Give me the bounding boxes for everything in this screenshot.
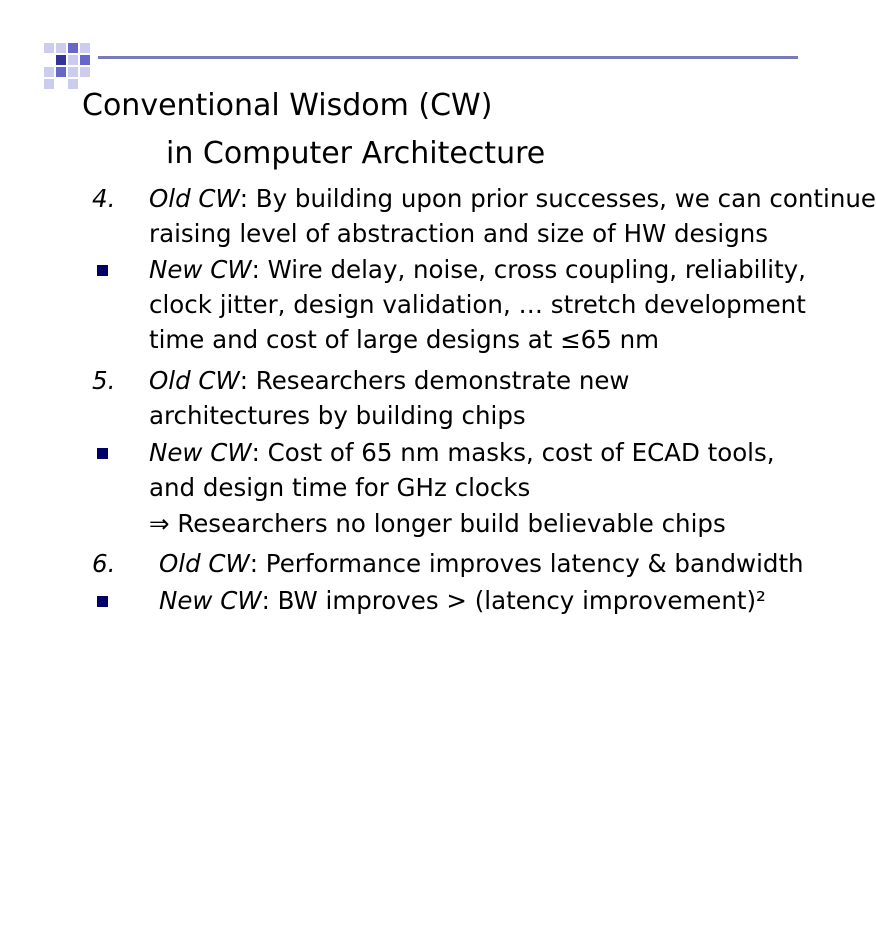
item-5-line-1: [149, 366, 629, 396]
slide-title-line-2: in Computer Architecture: [166, 136, 546, 171]
list-marker-4: 4.: [92, 184, 116, 213]
slide-title-line-1: Conventional Wisdom (CW): [82, 88, 493, 123]
item-6-new-label: New CW: [159, 586, 262, 615]
list-marker-6: 6.: [92, 549, 116, 578]
item-4-new-text-1: : Wire delay, noise, cross coupling, reliability,: [251, 255, 806, 284]
item-5-new-text-1: : Cost of 65 nm masks, cost of ECAD tools,: [251, 438, 775, 467]
item-5-new-line-1: [149, 438, 775, 468]
square-bullet-icon: [97, 265, 108, 276]
item-6-label: Old CW: [159, 549, 250, 578]
item-6-text-1: : Performance improves latency & bandwidth: [249, 549, 804, 578]
item-4-line-1: [149, 184, 876, 214]
item-5-new-label: New CW: [149, 438, 252, 467]
item-4-text-1: : By building upon prior successes, we can continue: [239, 184, 876, 213]
item-6-new-text-1: : BW improves > (latency improvement)²: [261, 586, 766, 615]
item-5-line-2: architectures by building chips: [149, 401, 526, 430]
item-4-new-line-2: clock jitter, design validation, … stretch development: [149, 290, 806, 319]
item-4-new-line-1: [149, 255, 806, 285]
item-5-new-line-3: ⇒ Researchers no longer build believable chips: [149, 509, 726, 538]
square-bullet-icon: [97, 596, 108, 607]
item-4-new-label: New CW: [149, 255, 252, 284]
item-5-label: Old CW: [149, 366, 240, 395]
square-bullet-icon: [97, 448, 108, 459]
item-4-label: Old CW: [149, 184, 240, 213]
item-5-text-1: : Researchers demonstrate new: [239, 366, 630, 395]
item-4-line-2: raising level of abstraction and size of HW designs: [149, 219, 769, 248]
item-4-new-line-3: time and cost of large designs at ≤65 nm: [149, 325, 660, 354]
list-marker-5: 5.: [92, 366, 116, 395]
item-6-line-1: [159, 549, 804, 579]
item-5-new-line-2: and design time for GHz clocks: [149, 473, 531, 502]
logo-bar-divider: [98, 56, 798, 59]
item-6-new-line-1: [159, 586, 766, 616]
